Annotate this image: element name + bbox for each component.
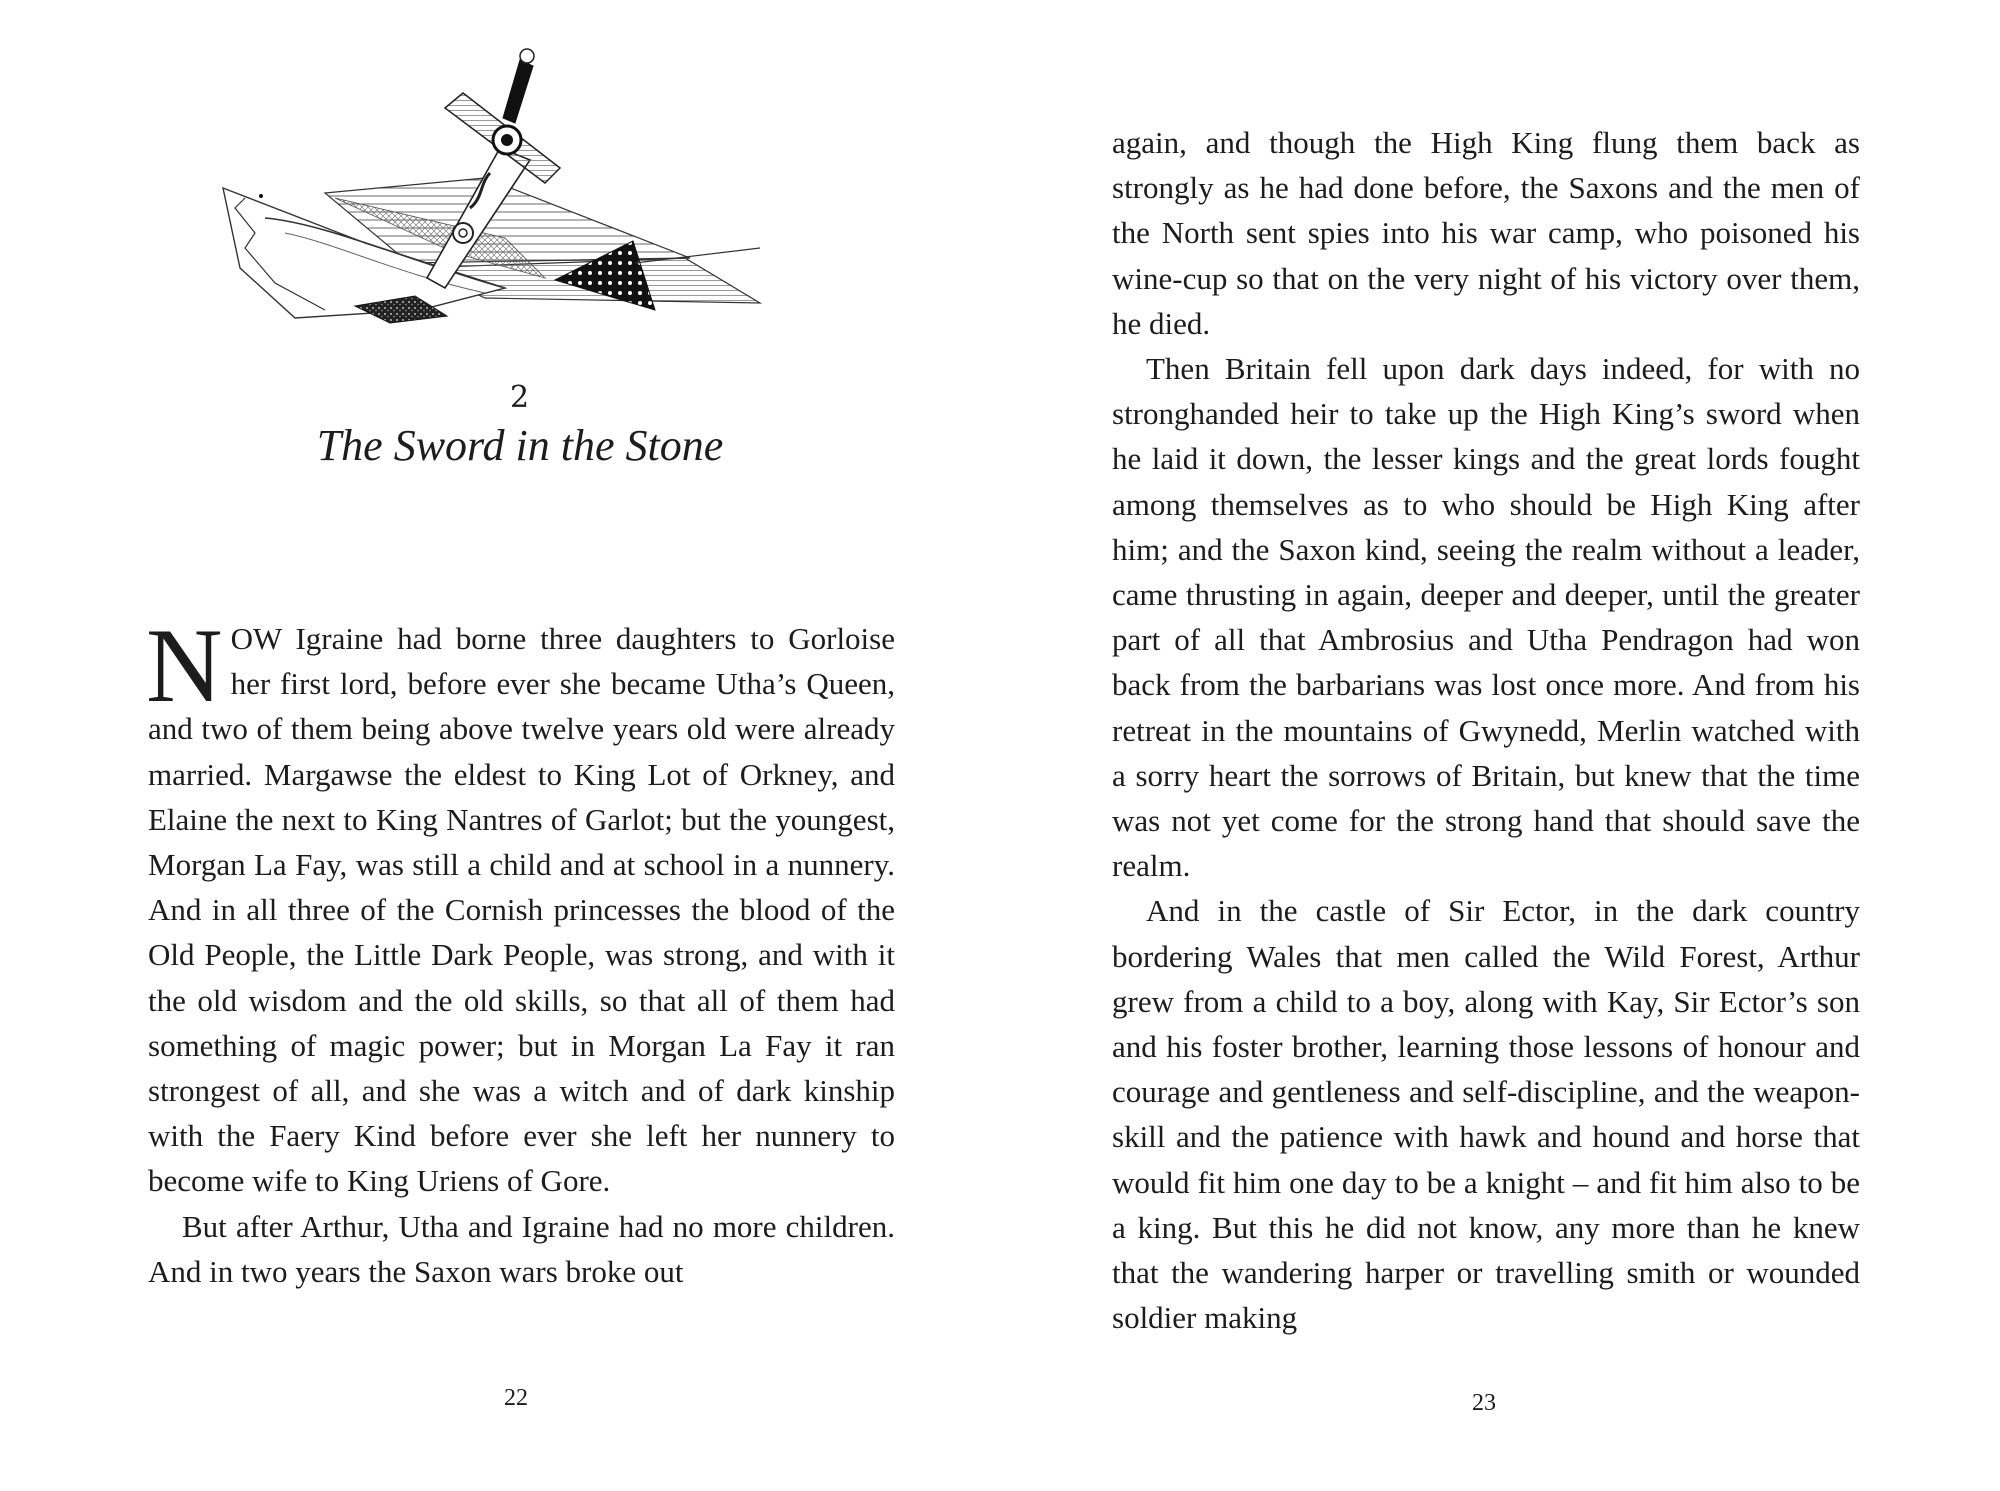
chapter-title: The Sword in the Stone [316,421,724,470]
left-page-body [146,607,895,1294]
chapter-number: 2 [509,380,531,415]
page-number: 23 [1472,1390,1496,1416]
paragraph: But after Arthur, Utha and Igraine had no more children. And in two years the Saxon wars broke out [148,1208,895,1289]
right-page-body [1112,120,1860,1340]
right-page [1000,0,2000,1491]
opening-paragraph [146,607,895,1204]
paragraph: Then Britain fell upon dark days indeed, for with no stronghanded heir to take up the High King’s sword when he laid it down, the lesser kings and the great lords fought among themselves as to who should be High King after him; and the Saxon kind, seeing the realm without a leader, came thrusting in again, deeper and deeper, until the greater part of all that Ambrosius and Utha Pendragon had won back from the barbarians was lost once more. And from his retreat in the mountains of Gwynedd, Merlin watched with a sorry heart the sorrows of Britain, but knew that the time was not yet come for the strong hand that should save the realm. [1112,351,1860,884]
sword-in-stone-illustration [215,48,835,358]
paragraph: And in the castle of Sir Ector, in the dark country bordering Wales that men called the Wild Forest, Arthur grew from a child to a boy, along with Kay, Sir Ector’s son and his foster brother, learning those lessons of honour and courage and gentleness and self-discipline, and the weapon-skill and the patience with hawk and hound and horse that would fit him one day to be a knight – and fit him also to be a king. But this he did not know, any more than he knew that the wandering harper or travelling smith or wounded soldier making [1112,893,1860,1336]
opening-paragraph-text: OW Igraine had borne three daughters to Gorloise her first lord, before ever she became Utha’s Queen, and two of them being above twelve years old were already married. Margawse the eldest to King Lot of Orkney, and Elaine the next to King Nantres of Garlot; but the youngest, Morgan La Fay, was still a child and at school in a nunnery. And in all three of the Cornish princesses the blood of the Old People, the Little Dark People, was strong, and with it the old wisdom and the old skills, so that all of them had something of magic power; but in Morgan La Fay it ran strongest of all, and she was a witch and of dark kinship with the Faery Kind before ever she left her nunnery to become wife to King Uriens of Gore. [148,621,895,1199]
drop-cap: N [146,607,223,724]
paragraph: again, and though the High King flung them back as strongly as he had done before, the Saxons and the men of the North sent spies into his war camp, who poisoned his wine-cup so that on the very night of his victory over them, he died. [1112,125,1860,341]
page-number: 22 [504,1385,528,1411]
